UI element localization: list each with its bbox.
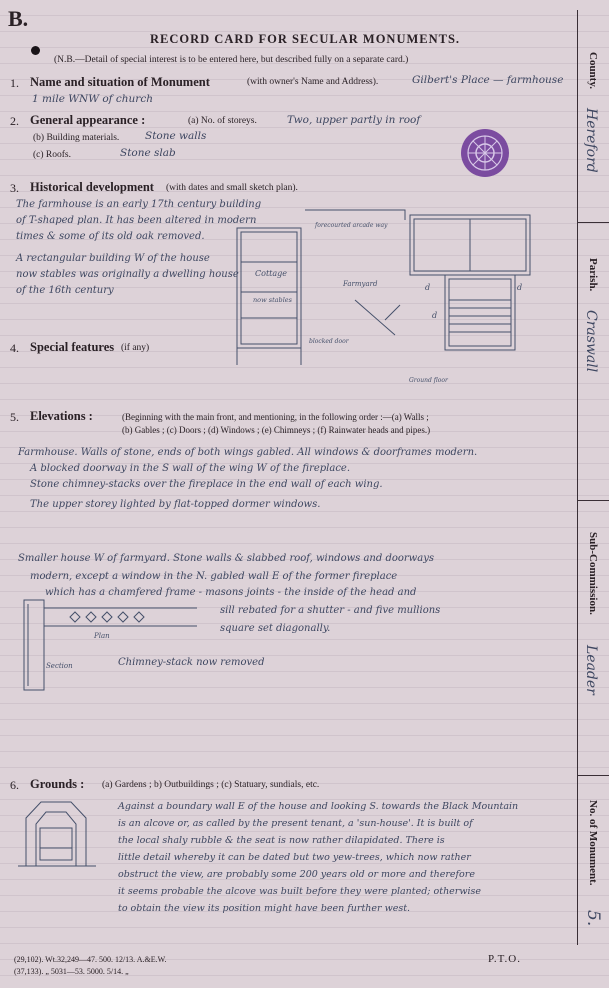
- storeys-value: Two, upper partly in roof: [287, 114, 421, 126]
- section-label: Section: [46, 662, 73, 670]
- elevation-para1-line4: The upper storey lighted by flat-topped dormer windows.: [30, 499, 321, 510]
- grounds-line-6: it seems probable the alcove was built before they were planted; otherwise: [118, 886, 482, 897]
- monument-number-value: 5.: [583, 910, 603, 927]
- sketch-door-c: d: [517, 283, 523, 292]
- cottage-inner: [241, 232, 297, 344]
- history-line-4: A rectangular building W of the house: [16, 253, 210, 264]
- sketch-label-stables: now stables: [253, 296, 292, 304]
- sketch-label-farmyard: Farmyard: [343, 280, 378, 288]
- chimney-note: Chimney-stack now removed: [118, 657, 265, 668]
- sketch-label-cottage: Cottage: [255, 269, 287, 278]
- sidebar-rule-1: [577, 222, 609, 223]
- sketch-label-forecourt: forecourted arcade way: [315, 222, 388, 229]
- parish-value: Craswall: [583, 310, 599, 373]
- section2-heading: General appearance :: [30, 113, 146, 127]
- section1-number: 1.: [10, 76, 19, 90]
- section1-value-2: 1 mile WNW of church: [32, 93, 153, 105]
- farmhouse-wing: [445, 275, 515, 350]
- section3-number: 3.: [10, 181, 19, 195]
- roofs-value: Stone slab: [120, 147, 176, 159]
- section5-number: 5.: [10, 410, 19, 424]
- elevation-para2-line3: which has a chamfered frame - masons joints - the inside of the head and: [45, 587, 417, 598]
- storeys-label: (a) No. of storeys.: [188, 116, 257, 126]
- plan-label: Plan: [94, 632, 110, 640]
- sketch-label-ground-floor: Ground floor: [409, 377, 448, 384]
- footer-pto: P.T.O.: [488, 953, 521, 965]
- section4-subtext: (if any): [121, 343, 150, 353]
- elevation-para1-line1: Farmhouse. Walls of stone, ends of both wings gabled. All windows & doorframes modern.: [18, 447, 478, 458]
- grounds-line-5: obstruct the view, are probably some 200 years old or more and therefore: [118, 869, 475, 880]
- section4-number: 4.: [10, 341, 19, 355]
- elevation-para2-line4: sill rebated for a shutter - and five mullions: [220, 605, 441, 616]
- section6-subtext: (a) Gardens ; b) Outbuildings ; (c) Statuary, sundials, etc.: [102, 780, 320, 790]
- sketch-plan: [225, 200, 565, 400]
- section5-heading: Elevations :: [30, 409, 93, 423]
- elevation-para2-line1: Smaller house W of farmyard. Stone walls & slabbed roof, windows and doorways: [18, 553, 434, 564]
- sidebar-divider: [577, 10, 578, 945]
- materials-value: Stone walls: [145, 130, 207, 142]
- subcommission-value: Leader: [583, 645, 599, 695]
- cottage-outline: [237, 228, 301, 348]
- monument-number-label: No. of Monument.: [587, 800, 599, 886]
- history-line-3: times & some of its old oak removed.: [16, 231, 205, 242]
- county-label: County.: [587, 52, 599, 89]
- section3-heading: Historical development: [30, 180, 154, 194]
- sidebar-rule-3: [577, 775, 609, 776]
- sidebar-rule-2: [577, 500, 609, 501]
- materials-label: (b) Building materials.: [33, 133, 120, 143]
- section6-number: 6.: [10, 778, 19, 792]
- grounds-line-2: is an alcove or, as called by the present tenant, a 'sun-house'. It is built of: [118, 818, 473, 829]
- history-line-1: The farmhouse is an early 17th century building: [16, 199, 262, 210]
- history-line-6: of the 16th century: [16, 285, 114, 296]
- elevation-para2-line2: modern, except a window in the N. gabled wall E of the former fireplace: [30, 571, 398, 582]
- section1-subtext: (with owner's Name and Address).: [247, 77, 379, 87]
- county-value: Hereford: [583, 108, 599, 173]
- section1-value-1: Gilbert's Place — farmhouse: [412, 74, 564, 86]
- section5-subtext-1: (Beginning with the main front, and mentioning, in the following order :—(a) Walls ;: [122, 412, 429, 422]
- elevation-para2-line5: square set diagonally.: [220, 623, 331, 634]
- window-plan-outline: [24, 600, 44, 690]
- footer-print-line-2: (37,133). „ 5031—53. 5000. 5/14. „: [14, 967, 129, 976]
- alcove-sketch: [16, 798, 101, 868]
- official-stamp: [457, 125, 517, 185]
- grounds-line-4: little detail whereby it can be dated but two yew-trees, which now rather: [118, 852, 471, 863]
- mullion-diamonds: [70, 612, 144, 622]
- history-line-5: now stables was originally a dwelling house: [16, 269, 239, 280]
- card-letter: B.: [8, 6, 29, 31]
- section6-heading: Grounds :: [30, 777, 85, 791]
- card-note: (N.B.—Detail of special interest is to be entered here, but described fully on a separate card.): [54, 55, 409, 65]
- elevation-para1-line2: A blocked doorway in the S wall of the wing W of the fireplace.: [30, 463, 351, 474]
- section4-heading: Special features: [30, 340, 115, 354]
- elevation-para1-line3: Stone chimney-stacks over the fireplace in the end wall of each wing.: [30, 479, 383, 490]
- grounds-line-7: to obtain the view its position might have been further west.: [118, 903, 411, 914]
- sketch-label-blocked-door: blocked door: [309, 338, 349, 345]
- farmhouse-wing-inner: [449, 279, 511, 346]
- grounds-line-3: the local shaly rubble & the seat is now rather dilapidated. There is: [118, 835, 445, 846]
- sketch-door-a: d: [425, 283, 431, 292]
- roofs-label: (c) Roofs.: [33, 150, 71, 160]
- punch-hole: [31, 46, 40, 55]
- parish-label: Parish.: [587, 258, 599, 292]
- sketch-door-b: d: [432, 311, 438, 320]
- card-title: RECORD CARD FOR SECULAR MONUMENTS.: [150, 32, 461, 46]
- section2-number: 2.: [10, 114, 19, 128]
- subcommission-label: Sub-Commission.: [587, 532, 599, 615]
- grounds-line-1: Against a boundary wall E of the house and looking S. towards the Black Mountain: [118, 801, 519, 812]
- section1-heading: Name and situation of Monument: [30, 75, 210, 89]
- history-line-2: of T-shaped plan. It has been altered in modern: [16, 215, 257, 226]
- window-sketch: [22, 598, 212, 688]
- section3-subtext: (with dates and small sketch plan).: [166, 183, 298, 193]
- footer-print-line-1: (29,102). Wt.32,249—47. 500. 12/13. A.&E.W.: [14, 955, 167, 964]
- section5-subtext-2: (b) Gables ; (c) Doors ; (d) Windows ; (e) Chimneys ; (f) Rainwater heads and pipes.): [122, 425, 431, 435]
